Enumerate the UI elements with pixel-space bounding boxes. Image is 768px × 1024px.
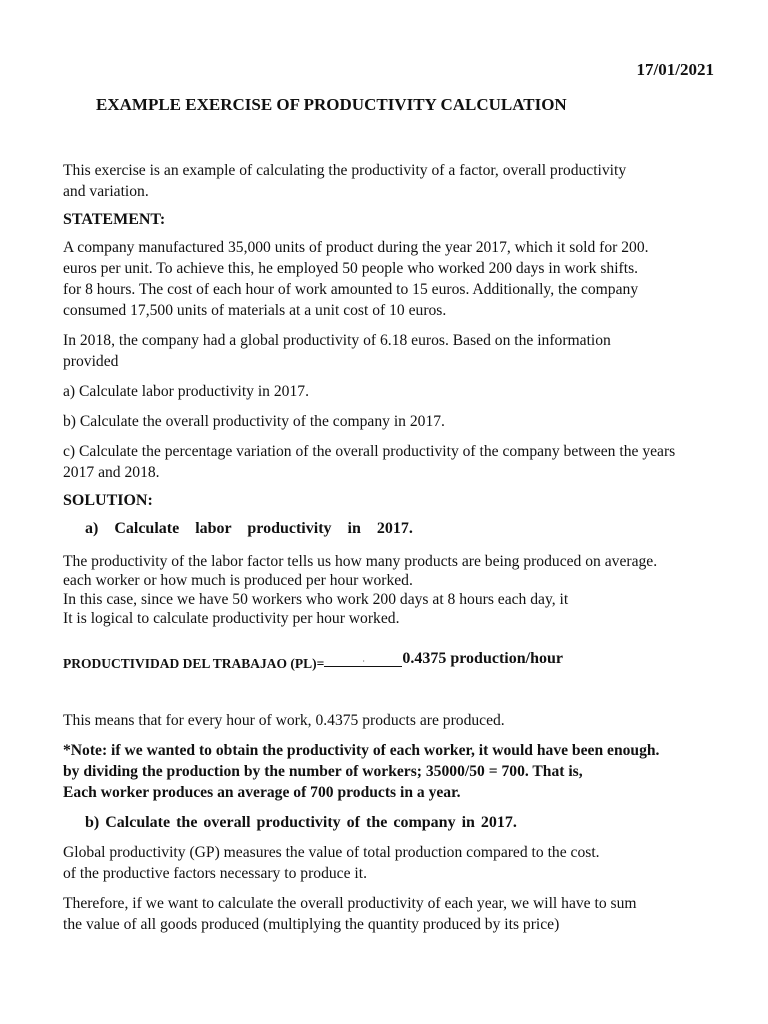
worker-note [63,740,743,803]
question-b: b) Calculate the overall productivity of the company in 2017. [63,413,445,430]
solution-heading: SOLUTION: [63,492,153,509]
statement-line: In 2018, the company had a global productivity of 6.18 euros. Based on the information [63,332,611,349]
note-line: by dividing the production by the number of workers; 35000/50 = 700. That is, [63,763,583,780]
note-line: *Note: if we wanted to obtain the productivity of each worker, it would have been enough. [63,742,660,759]
solution-b-line: of the productive factors necessary to produce it. [63,865,367,882]
solution-a-heading: a) Calculate labor productivity in 2017. [85,520,413,537]
statement-heading: STATEMENT: [63,211,166,228]
intro-line: This exercise is an example of calculating the productivity of a factor, overall productivity [63,162,627,179]
intro-line: and variation. [63,183,149,200]
solution-b-paragraph-1 [63,842,743,884]
statement-line: for 8 hours. The cost of each hour of work amounted to 15 euros. Additionally, the company [63,281,639,298]
solution-a-line: It is logical to calculate productivity per hour worked. [63,610,400,627]
solution-b-line: the value of all goods produced (multiplying the quantity produced by its price) [63,916,560,933]
formula-result: 0.4375 production/hour [402,650,563,667]
question-c-line: 2017 and 2018. [63,464,160,481]
statement-line: consumed 17,500 units of materials at a unit cost of 10 euros. [63,302,447,319]
statement-line: A company manufactured 35,000 units of product during the year 2017, which it sold for 200. [63,239,649,256]
statement-paragraph [63,237,743,321]
fraction-line [324,657,402,667]
solution-b-line: Global productivity (GP) measures the value of total production compared to the cost. [63,844,600,861]
solution-a-paragraph [63,552,743,628]
question-c [63,441,743,483]
statement-line: provided [63,353,119,370]
formula-lhs: PRODUCTIVIDAD DEL TRABAJAO (PL)= [63,656,325,671]
question-c-line: c) Calculate the percentage variation of the overall productivity of the company between the years [63,443,676,460]
solution-b-line: Therefore, if we want to calculate the overall productivity of each year, we will have to sum [63,895,637,912]
solution-a-line: In this case, since we have 50 workers who work 200 days at 8 hours each day, it [63,591,569,608]
statement-paragraph-2018 [63,330,743,372]
document-body [63,160,743,935]
fraction-dot: · [362,657,366,666]
document-date: 17/01/2021 [636,60,714,79]
solution-b-heading: b) Calculate the overall productivity of the company in 2017. [85,814,517,831]
statement-line: euros per unit. To achieve this, he employed 50 people who worked 200 days in work shifts. [63,260,639,277]
solution-a-line: each worker or how much is produced per hour worked. [63,572,413,589]
solution-a-line: The productivity of the labor factor tells us how many products are being produced on average. [63,553,658,570]
labor-productivity-formula [63,650,743,672]
question-a: a) Calculate labor productivity in 2017. [63,383,309,400]
note-line: Each worker produces an average of 700 products in a year. [63,784,461,801]
intro-paragraph [63,160,743,202]
document-title: EXAMPLE EXERCISE OF PRODUCTIVITY CALCULATION [96,95,567,114]
solution-a-meaning: This means that for every hour of work, 0.4375 products are produced. [63,712,505,729]
solution-b-paragraph-2 [63,893,743,935]
